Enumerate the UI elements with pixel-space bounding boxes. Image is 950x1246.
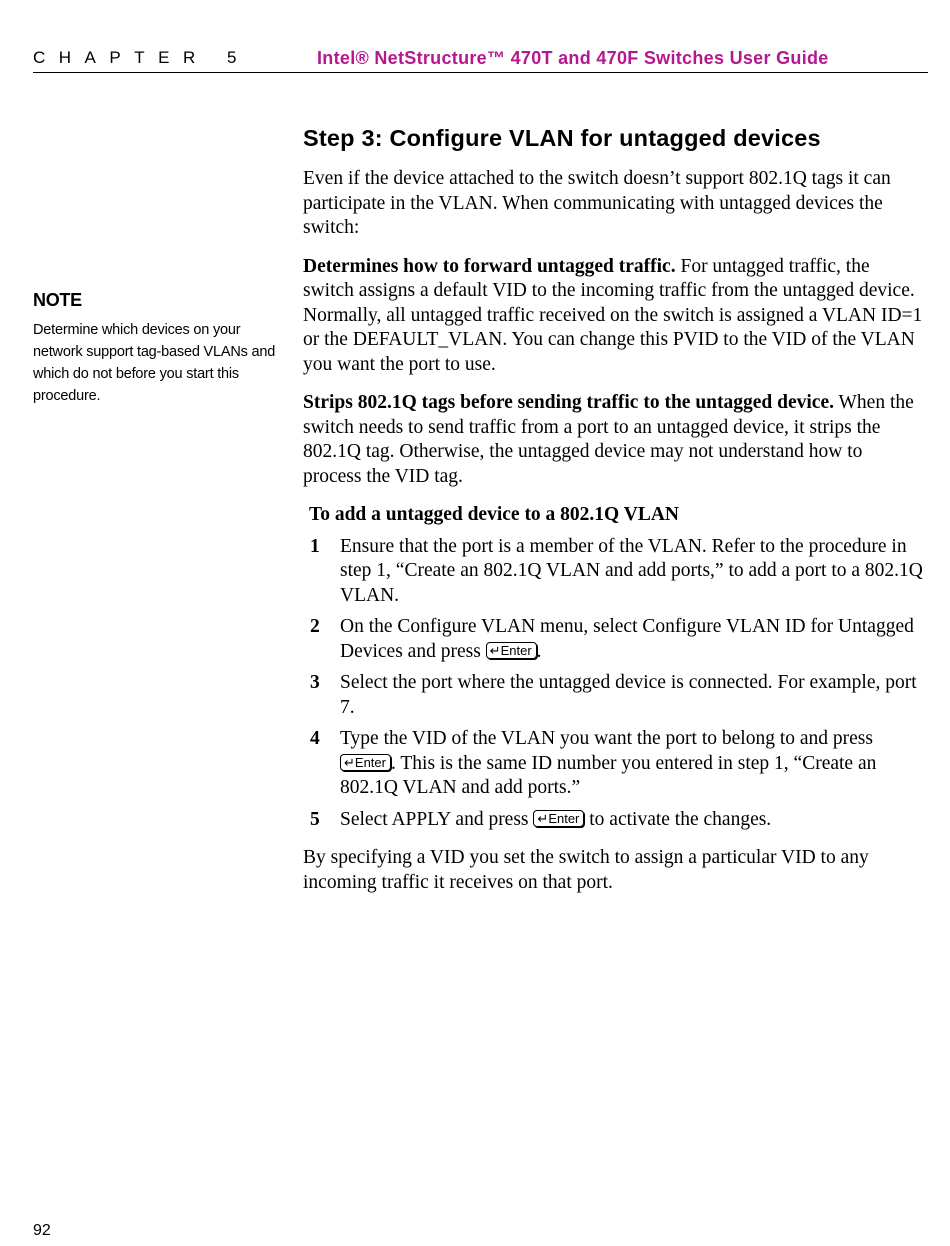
step-text: Ensure that the port is a member of the VLAN. Refer to the procedure in step 1, “Create an 802.1Q VLAN and add ports,” to add a port to a 802.1Q VLAN. <box>340 535 923 606</box>
page-number: 92 <box>33 1222 51 1239</box>
intro-paragraph: Even if the device attached to the switch doesn’t support 802.1Q tags it can participate in the VLAN. When communicating with untagged devices the switch: <box>303 168 891 238</box>
step-text: On the Configure VLAN menu, select Configure VLAN ID for Untagged Devices and press <box>340 616 914 662</box>
strip-lead: Strips 802.1Q tags before sending traffic to the untagged device. <box>303 392 834 413</box>
step-item <box>303 727 923 801</box>
strip-text: When the switch needs to send traffic from a port to an untagged device, it strips the 802.1Q tag. Otherwise, the untagged device may not understand how to process the VID tag. <box>303 392 914 487</box>
note-title: NOTE <box>33 290 82 310</box>
section-title: Step 3: Configure VLAN for untagged devices <box>303 125 821 151</box>
forward-lead: Determines how to forward untagged traffic. <box>303 255 676 277</box>
step-number: 5 <box>310 808 320 830</box>
forward-paragraph <box>303 255 923 378</box>
page-header <box>33 48 928 73</box>
step-number: 2 <box>310 616 320 637</box>
step-number: 4 <box>310 728 320 749</box>
step-number: 3 <box>310 672 320 693</box>
step-item <box>303 808 923 833</box>
procedure-title: To add a untagged device to a 802.1Q VLAN <box>309 504 680 525</box>
step-text: Type the VID of the VLAN you want the port to belong to and press <box>340 728 873 749</box>
step-text-end: . <box>536 640 542 662</box>
margin-note <box>33 290 283 407</box>
step-text-end: . This is the same ID number you entered in step 1, “Create an 802.1Q VLAN and add ports.” <box>340 752 877 798</box>
enter-key-icon: ↵Enter <box>486 642 537 659</box>
enter-key-icon: ↵Enter <box>340 754 391 771</box>
step-number: 1 <box>310 535 320 557</box>
chapter-label: CHAPTER 5 <box>33 48 250 67</box>
strip-paragraph <box>303 391 923 489</box>
note-text: Determine which devices on your network support tag-based VLANs and which do not before you start this procedure. <box>33 322 276 404</box>
main-content <box>303 122 923 909</box>
procedure-steps <box>303 535 923 833</box>
step-item <box>303 615 923 664</box>
step-item <box>303 671 923 720</box>
step-text: Select APPLY and press <box>340 808 534 830</box>
forward-text: For untagged traffic, the switch assigns a default VID to the incoming traffic from the untagged device. Normally, all untagged traffic received on the switch is assigned a VLAN ID=1 or the DEFAULT_VLAN. You can change this PVID to the VID of the VLAN you want the port to use. <box>303 255 923 375</box>
step-item <box>303 535 923 609</box>
enter-key-icon: ↵Enter <box>533 810 584 827</box>
closing-paragraph: By specifying a VID you set the switch to assign a particular VID to any incoming traffic it receives on that port. <box>303 847 869 893</box>
step-text: Select the port where the untagged device is connected. For example, port 7. <box>340 672 917 718</box>
step-text-end: to activate the changes. <box>584 808 772 830</box>
book-title: Intel® NetStructure™ 470T and 470F Switches User Guide <box>317 48 829 68</box>
